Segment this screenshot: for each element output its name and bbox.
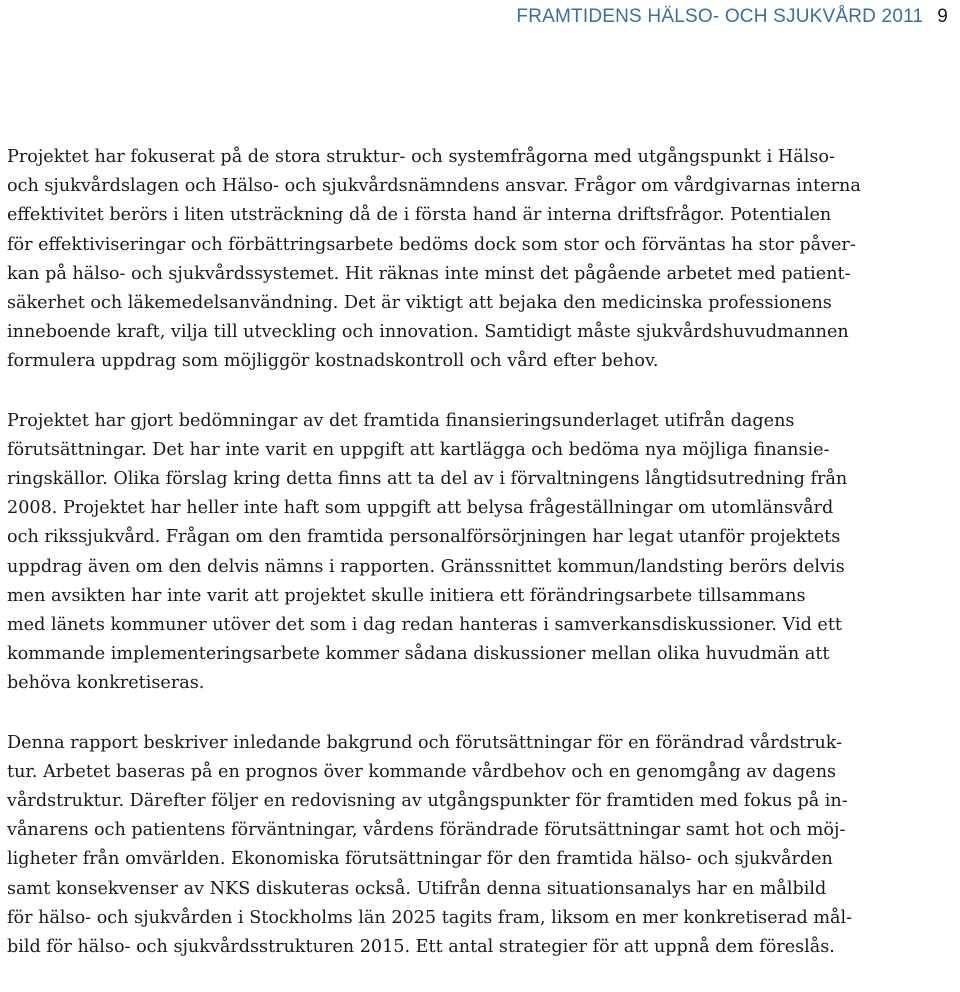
text-line: vårdstruktur. Därefter följer en redovisning av utgångspunkter för framtiden med fokus på in-	[7, 791, 848, 812]
text-line: Projektet har fokuserat på de stora struktur- och systemfrågorna med utgångspunkt i Hälso-	[7, 147, 835, 167]
text-line: uppdrag även om den delvis nämns i rapporten. Gränssnittet kommun/landsting berörs delvis	[7, 556, 845, 577]
running-header	[516, 6, 948, 28]
text-line: men avsikten har inte varit att projektet skulle initiera ett förändringsarbete tillsammans	[7, 585, 806, 606]
text-line: ligheter från omvärlden. Ekonomiska förutsättningar för den framtida hälso- och sjukvården	[7, 849, 833, 870]
text-line: för effektiviseringar och förbättringsarbete bedöms dock som stor och förväntas ha stor påver-	[7, 234, 856, 255]
text-line: vånarens och patientens förväntningar, vårdens förändrade förutsättningar samt hot och möj-	[7, 820, 846, 841]
body-text	[7, 143, 957, 992]
text-line: tur. Arbetet baseras på en prognos över kommande vårdbehov och en genomgång av dagens	[7, 761, 837, 782]
text-line: med länets kommuner utöver det som i dag redan hanteras i samverkansdiskussioner. Vid ett	[7, 615, 842, 636]
text-line: kan på hälso- och sjukvårdssystemet. Hit räknas inte minst det pågående arbetet med patient-	[7, 263, 851, 284]
text-line: och sjukvårdslagen och Hälso- och sjukvårdsnämndens ansvar. Frågor om vårdgivarnas interna	[7, 176, 861, 197]
text-line: behöva konkretiseras.	[7, 673, 205, 694]
text-line: kommande implementeringsarbete kommer sådana diskussioner mellan olika huvudmän att	[7, 644, 830, 665]
text-line: Denna rapport beskriver inledande bakgrund och förutsättningar för en förändrad vårdstruk-	[7, 732, 843, 753]
paragraph-2	[7, 407, 957, 699]
text-line: Projektet har gjort bedömningar av det framtida finansieringsunderlaget utifrån dagens	[7, 410, 795, 431]
text-line: ringskällor. Olika förslag kring detta finns att ta del av i förvaltningens långtidsutredning från	[7, 469, 848, 490]
header-title: FRAMTIDENS HÄLSO- OCH SJUKVÅRD 2011	[516, 6, 924, 27]
page-number: 9	[937, 6, 948, 27]
text-line: förutsättningar. Det har inte varit en uppgift att kartlägga och bedöma nya möjliga finansie-	[7, 439, 830, 460]
text-line: samt konsekvenser av NKS diskuteras också. Utifrån denna situationsanalys har en målbild	[7, 878, 827, 899]
paragraph-1	[7, 143, 957, 377]
text-line: 2008. Projektet har heller inte haft som uppgift att belysa frågeställningar om utomlänsvård	[7, 498, 834, 519]
text-line: bild för hälso- och sjukvårdsstrukturen 2015. Ett antal strategier för att uppnå dem föreslås.	[7, 937, 835, 958]
text-line: effektivitet berörs i liten utsträckning då de i första hand är interna driftsfrågor. Potentialen	[7, 205, 832, 226]
text-line: säkerhet och läkemedelsanvändning. Det är viktigt att bejaka den medicinska professionens	[7, 293, 832, 314]
text-line: formulera uppdrag som möjliggör kostnadskontroll och vård efter behov.	[7, 351, 659, 372]
text-line: för hälso- och sjukvården i Stockholms län 2025 tagits fram, liksom en mer konkretiserad mål-	[7, 907, 853, 928]
paragraph-3	[7, 729, 957, 963]
text-line: inneboende kraft, vilja till utveckling och innovation. Samtidigt måste sjukvårdshuvudmannen	[7, 322, 849, 343]
text-line: och rikssjukvård. Frågan om den framtida personalförsörjningen har legat utanför projektets	[7, 527, 841, 548]
